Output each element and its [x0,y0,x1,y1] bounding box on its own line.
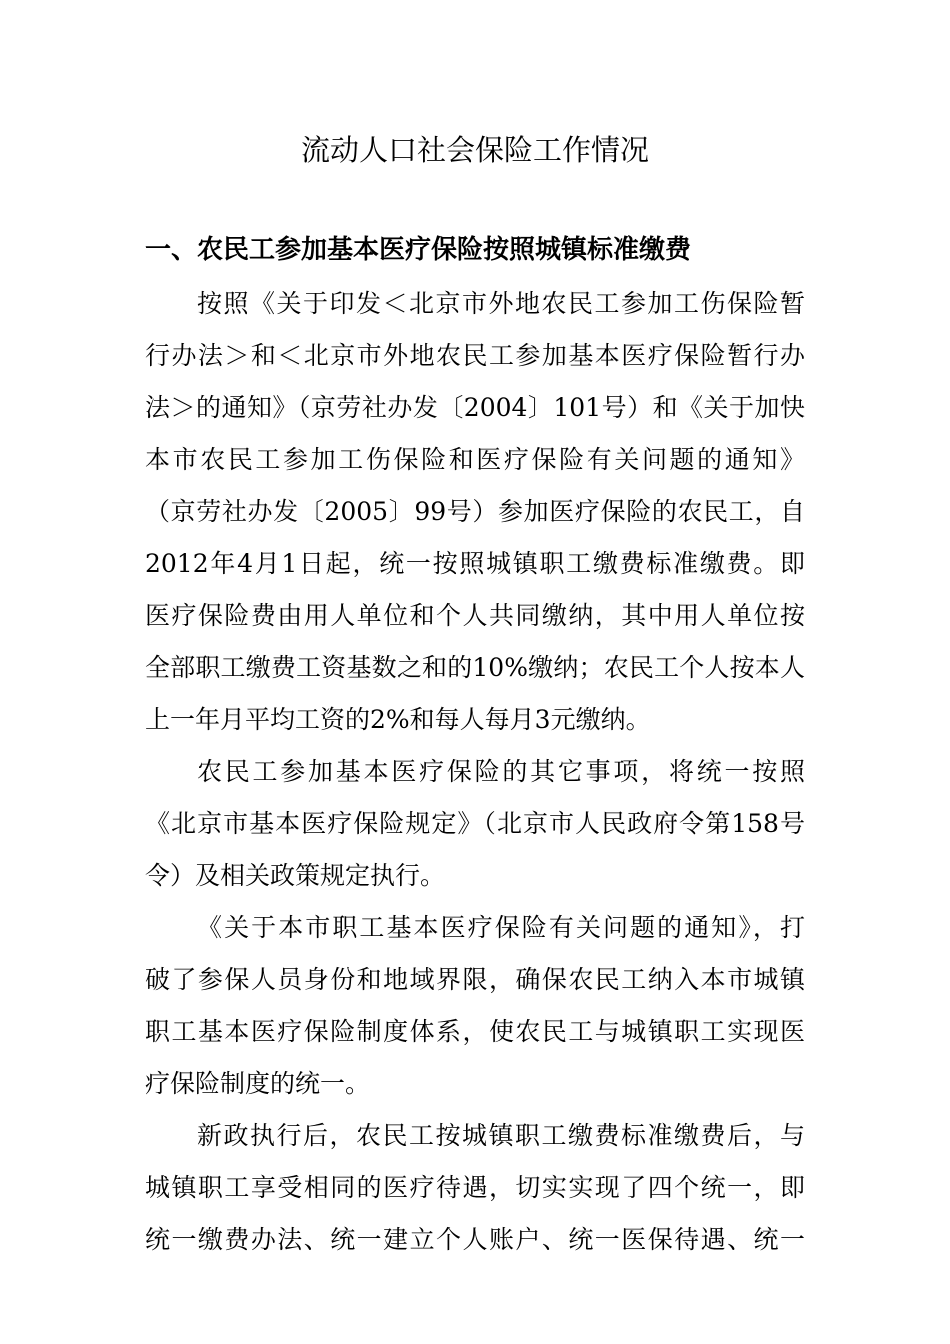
paragraph-line: 农民工参加基本医疗保险的其它事项，将统一按照 [197,757,805,786]
paragraph-line: 城镇职工享受相同的医疗待遇，切实实现了四个统一，即 [145,1173,805,1202]
paragraph-line: 令）及相关政策规定执行。 [145,861,446,890]
paragraph-line: 全部职工缴费工资基数之和的10%缴纳；农民工个人按本人 [145,653,805,682]
paragraph-line: 上一年月平均工资的2%和每人每月3元缴纳。 [145,705,651,734]
paragraph-line: 疗保险制度的统一。 [145,1069,371,1098]
paragraph-line: 破了参保人员身份和地域界限，确保农民工纳入本市城镇 [145,965,805,994]
paragraph-line: 医疗保险费由用人单位和个人共同缴纳，其中用人单位按 [145,601,805,630]
paragraph-line: 2012年4月1日起，统一按照城镇职工缴费标准缴费。即 [145,549,805,578]
paragraph-line: 本市农民工参加工伤保险和医疗保险有关问题的通知》 [145,445,805,474]
paragraph-line: 《关于本市职工基本医疗保险有关问题的通知》，打 [197,913,805,942]
paragraph-line: 《北京市基本医疗保险规定》（北京市人民政府令第158号 [145,809,805,838]
paragraph-line: 统一缴费办法、统一建立个人账户、统一医保待遇、统一 [145,1225,805,1254]
section-heading: 一、农民工参加基本医疗保险按照城镇标准缴费 [145,235,692,265]
paragraph-line: 新政执行后，农民工按城镇职工缴费标准缴费后，与 [197,1121,805,1150]
paragraph-line: 按照《关于印发＜北京市外地农民工参加工伤保险暂 [197,289,805,318]
paragraph-line: 行办法＞和＜北京市外地农民工参加基本医疗保险暂行办 [145,341,805,370]
document-title: 流动人口社会保险工作情况 [300,133,649,167]
paragraph-line: 法＞的通知》（京劳社办发〔2004〕101号）和《关于加快 [145,393,805,422]
paragraph-line: 职工基本医疗保险制度体系，使农民工与城镇职工实现医 [145,1017,805,1046]
paragraph-line: （京劳社办发〔2005〕99号）参加医疗保险的农民工，自 [145,497,805,526]
